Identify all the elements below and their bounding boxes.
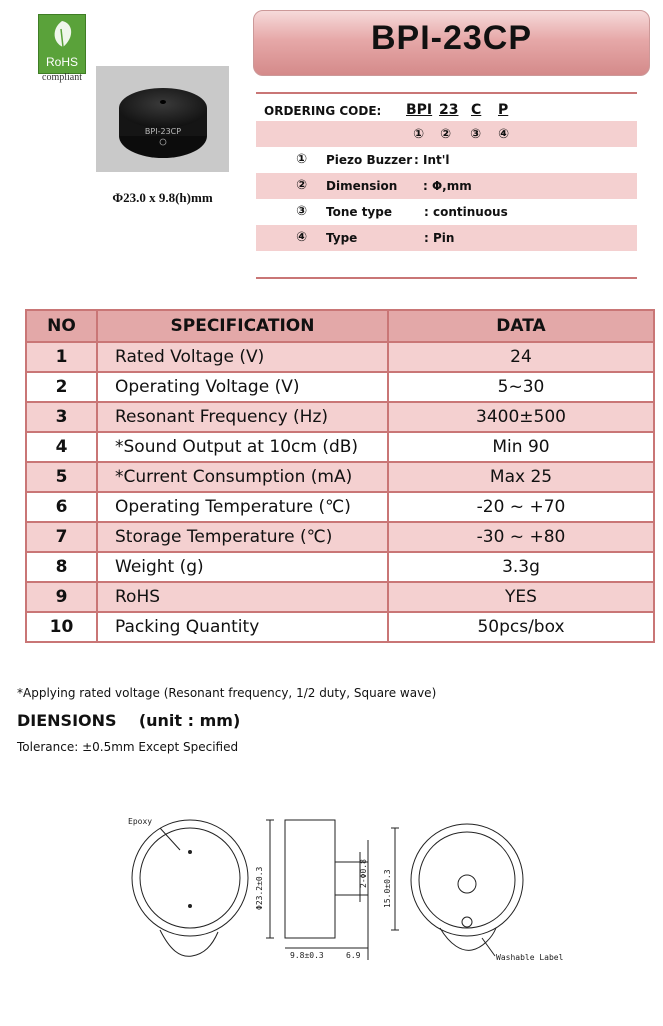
ordering-item xyxy=(256,199,637,225)
header-specification: SPECIFICATION xyxy=(97,310,388,342)
rohs-logo xyxy=(38,14,86,74)
row-no: 2 xyxy=(26,372,97,402)
table-row xyxy=(26,372,654,402)
ordering-item-name: Type xyxy=(326,231,358,245)
row-no: 8 xyxy=(26,552,97,582)
row-no: 9 xyxy=(26,582,97,612)
table-row xyxy=(26,612,654,642)
footnote: *Applying rated voltage (Resonant frequency, 1/2 duty, Square wave) xyxy=(17,686,437,700)
label-epoxy: Epoxy xyxy=(128,817,153,826)
row-spec: Resonant Frequency (Hz) xyxy=(97,402,388,432)
ordering-item xyxy=(256,225,637,251)
row-spec: Operating Voltage (V) xyxy=(97,372,388,402)
ordering-top-divider xyxy=(256,92,637,94)
ordering-code-row xyxy=(256,96,637,122)
label-pin-spacing: 15.0±0.3 xyxy=(383,869,392,908)
row-data: 3400±500 xyxy=(388,402,654,432)
row-spec: *Sound Output at 10cm (dB) xyxy=(97,432,388,462)
front-view xyxy=(132,820,248,956)
row-spec: RoHS xyxy=(97,582,388,612)
label-height: 9.8±0.3 xyxy=(290,951,324,960)
ordering-item-name: Piezo Buzzer xyxy=(326,153,413,167)
ordering-bottom-divider xyxy=(256,277,637,279)
ordering-item-number: ② xyxy=(296,178,308,193)
part-number-4: ④ xyxy=(498,127,510,142)
row-no: 10 xyxy=(26,612,97,642)
product-title: BPI-23CP xyxy=(370,19,533,57)
table-row xyxy=(26,342,654,372)
ordering-item-number: ③ xyxy=(296,204,308,219)
table-row xyxy=(26,432,654,462)
tolerance-text: Tolerance: ±0.5mm Except Specified xyxy=(17,740,239,754)
side-view xyxy=(266,820,399,960)
part-number-3: ③ xyxy=(470,127,482,142)
row-data: 24 xyxy=(388,342,654,372)
row-no: 7 xyxy=(26,522,97,552)
label-washable: Washable Label xyxy=(496,953,564,962)
ordering-item-value: : Int'l xyxy=(414,153,450,167)
ordering-item xyxy=(256,147,637,173)
row-no: 5 xyxy=(26,462,97,492)
ordering-item-number: ④ xyxy=(296,230,308,245)
row-data: 50pcs/box xyxy=(388,612,654,642)
spec-table xyxy=(25,309,655,643)
row-no: 3 xyxy=(26,402,97,432)
row-no: 1 xyxy=(26,342,97,372)
leaf-icon xyxy=(39,15,85,55)
row-data: Max 25 xyxy=(388,462,654,492)
back-view xyxy=(411,824,523,956)
ordering-part-numbers-row xyxy=(256,121,637,147)
ordering-item-value: : Φ,mm xyxy=(423,179,472,193)
label-diameter: Φ23.2±0.3 xyxy=(255,866,264,910)
title-banner xyxy=(253,10,650,76)
code-part-dimension: 23 xyxy=(439,102,459,118)
label-pin-length: 6.9 xyxy=(346,951,361,960)
part-number-1: ① xyxy=(413,127,425,142)
code-part-series: BPI xyxy=(406,102,433,118)
table-row xyxy=(26,552,654,582)
label-pin-diameter: 2-Φ0.8 xyxy=(359,859,368,888)
row-spec: Packing Quantity xyxy=(97,612,388,642)
table-row xyxy=(26,492,654,522)
table-row xyxy=(26,402,654,432)
row-data: -20 ~ +70 xyxy=(388,492,654,522)
row-no: 4 xyxy=(26,432,97,462)
header-no: NO xyxy=(26,310,97,342)
product-dimension-caption: Φ23.0 x 9.8(h)mm xyxy=(112,190,213,205)
row-spec: Storage Temperature (℃) xyxy=(97,522,388,552)
code-part-tone: C xyxy=(471,102,482,118)
ordering-code-label: ORDERING CODE: xyxy=(264,104,382,118)
part-number-2: ② xyxy=(440,127,452,142)
ordering-item-name: Tone type xyxy=(326,205,392,219)
row-spec: Rated Voltage (V) xyxy=(97,342,388,372)
code-part-type: P xyxy=(498,102,509,118)
row-data: Min 90 xyxy=(388,432,654,462)
row-data: 5~30 xyxy=(388,372,654,402)
row-spec: Operating Temperature (℃) xyxy=(97,492,388,522)
rohs-compliant-text: compliant xyxy=(42,72,82,83)
row-no: 6 xyxy=(26,492,97,522)
photo-marking: BPI-23CP xyxy=(144,127,182,136)
ordering-item-value: : continuous xyxy=(424,205,508,219)
header-data: DATA xyxy=(388,310,654,342)
spec-table-header xyxy=(26,310,654,342)
row-data: -30 ~ +80 xyxy=(388,522,654,552)
row-data: YES xyxy=(388,582,654,612)
rohs-label: RoHS xyxy=(45,55,78,69)
dimensions-title: DIENSIONS (unit : mm) xyxy=(17,711,241,730)
table-row xyxy=(26,582,654,612)
ordering-item xyxy=(256,173,637,199)
ordering-item-name: Dimension xyxy=(326,179,398,193)
ordering-item-number: ① xyxy=(296,152,308,167)
row-spec: Weight (g) xyxy=(97,552,388,582)
table-row xyxy=(26,462,654,492)
row-spec: *Current Consumption (mA) xyxy=(97,462,388,492)
row-data: 3.3g xyxy=(388,552,654,582)
rohs-badge xyxy=(38,14,86,83)
ordering-item-value: : Pin xyxy=(424,231,455,245)
dimension-drawing xyxy=(100,800,580,980)
product-photo xyxy=(96,66,229,172)
table-row xyxy=(26,522,654,552)
